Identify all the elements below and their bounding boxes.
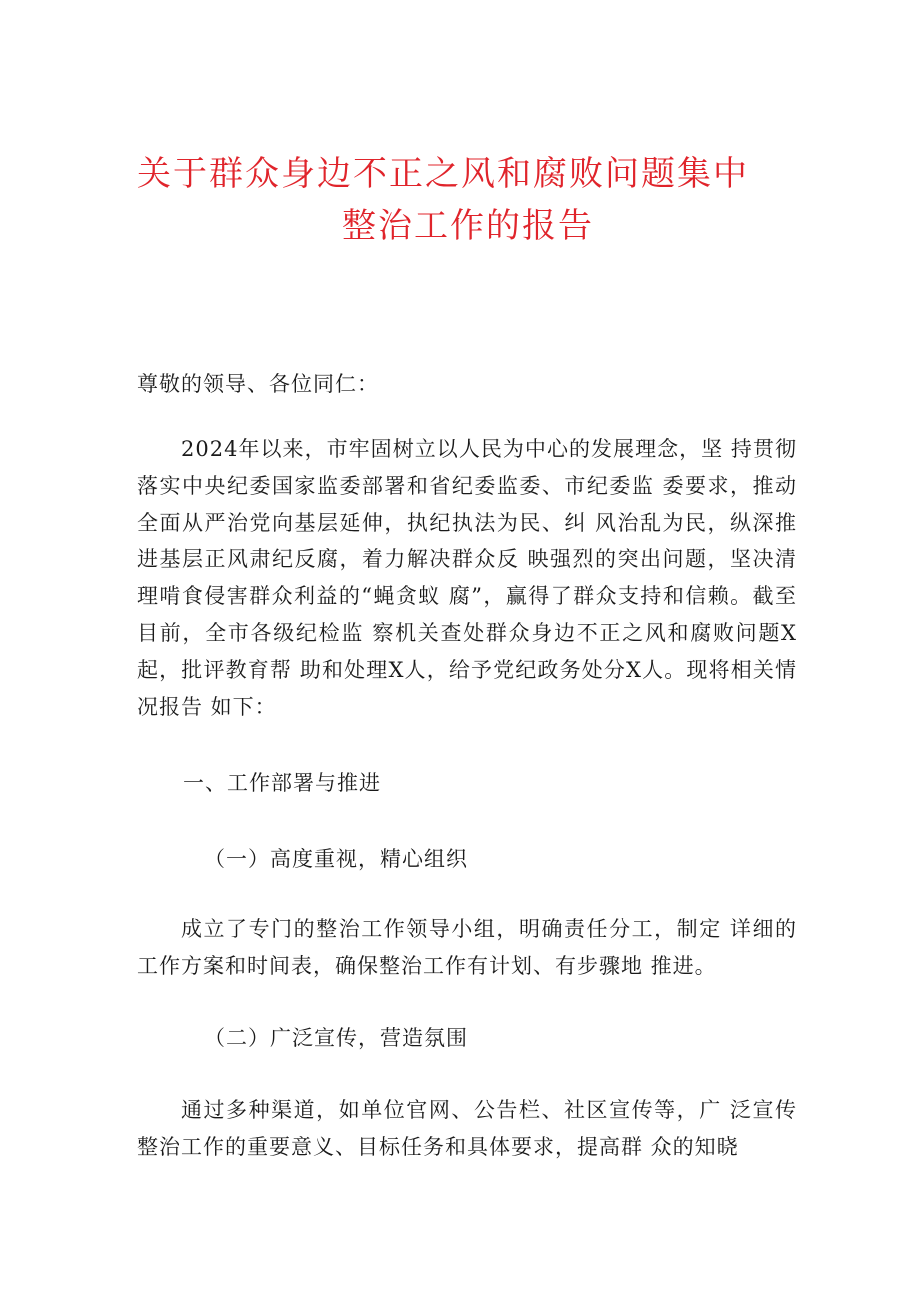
body-paragraph-intro: 2024年以来，市牢固树立以人民为中心的发展理念，坚 持贯彻落实中央纪委国家监委部署和省纪委监委、市纪委监 委要求，推动全面从严治党向基层延伸，执纪执法为民、纠 风治乱为民，纵深推进基层正风肃纪反腐，着力解决群众反 映强烈的突出问题，坚决清理啃食侵害群众利益的“蝇贪蚁 腐”，赢得了群众支持和信赖。截至目前，全市各级纪检监 察机关查处群众身边不正之风和腐败问题X起，批评教育帮 助和处理X人，给予党纪政务处分X人。现将相关情况报告 如下： <box>137 437 797 719</box>
body-paragraph-organization: 成立了专门的整治工作领导小组，明确责任分工，制定 详细的工作方案和时间表，确保整治工作有计划、有步骤地 推进。 <box>137 917 797 978</box>
body-paragraph-publicity: 通过多种渠道，如单位官网、公告栏、社区宣传等，广 泛宣传整治工作的重要意义、目标任务和具体要求，提高群 众的知晓 <box>137 1098 797 1159</box>
subsection-heading-1: （一）高度重视，精心组织 <box>204 847 468 871</box>
subsection-heading-2: （二）广泛宣传，营造氛围 <box>204 1026 468 1050</box>
document-title-line-2: 整治工作的报告 <box>342 206 594 246</box>
section-heading-1: 一、工作部署与推进 <box>183 771 381 795</box>
document-title-line-1: 关于群众身边不正之风和腐败问题集中 <box>137 154 749 194</box>
salutation: 尊敬的领导、各位同仁： <box>137 372 379 396</box>
